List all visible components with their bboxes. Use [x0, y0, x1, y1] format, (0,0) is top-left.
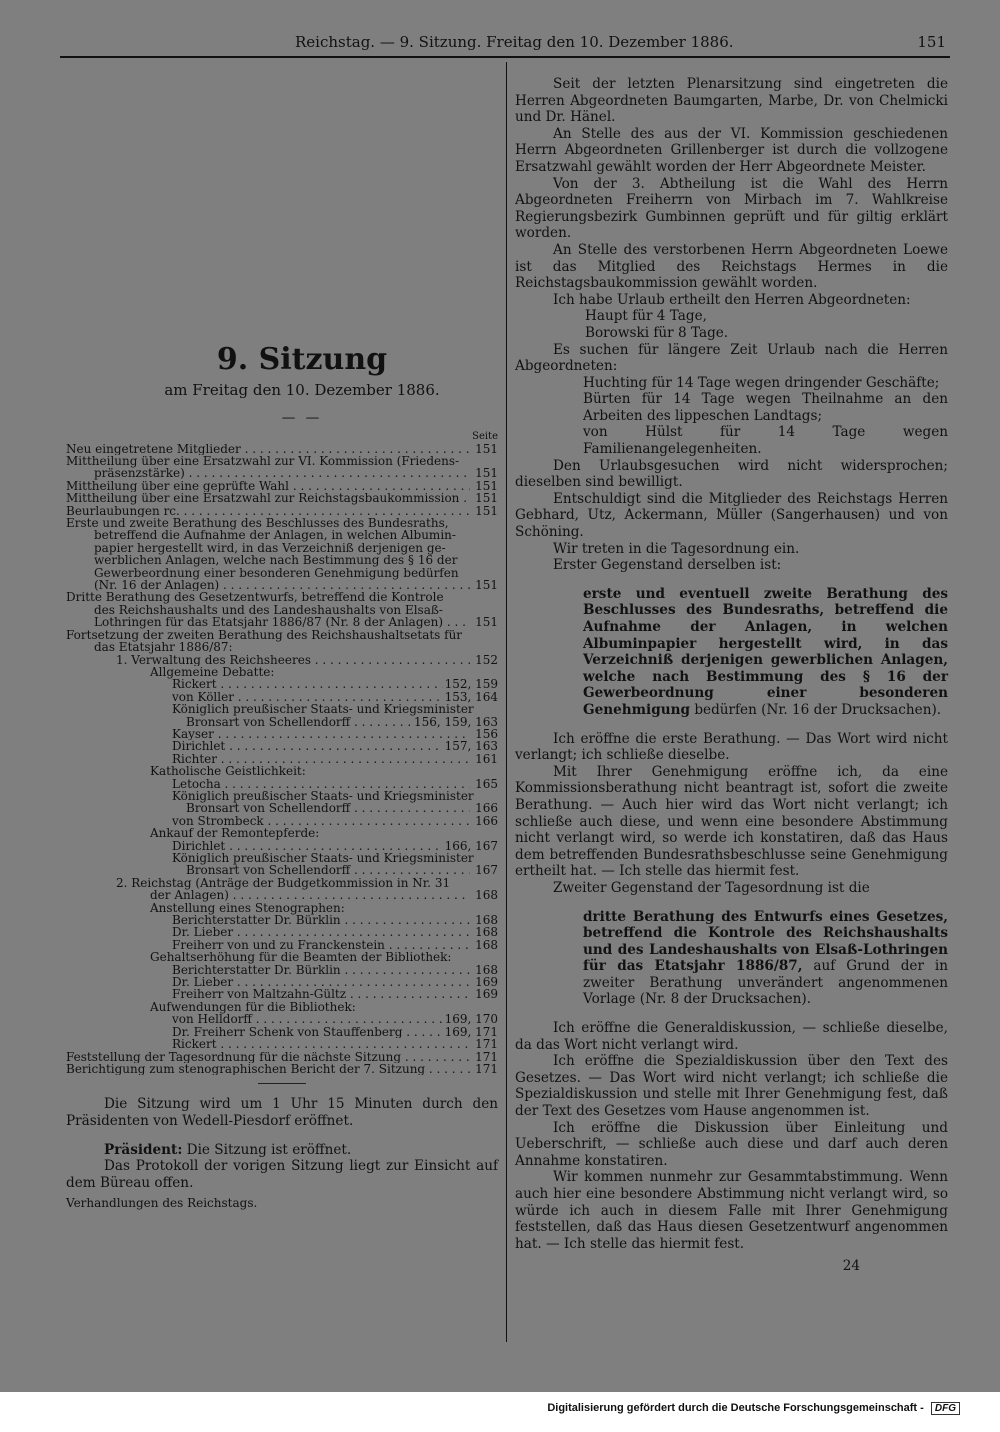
toc-row-page: 168	[475, 962, 498, 977]
toc-row	[66, 988, 498, 1000]
toc-row-page: 167	[475, 863, 498, 878]
para-erster-gegenstand: Erster Gegenstand derselben ist:	[553, 557, 782, 574]
para-baukommission: An Stelle des verstorbenen Herrn Abgeordneten Loewe ist das Mitglied des Reichstags Hermes in die Reichstagsbaukommission gewählt worden.	[515, 241, 948, 292]
toc-row-page: 168	[475, 925, 498, 940]
toc-row-text: Gehaltserhöhung für die Beamten der Bibliothek:	[150, 950, 452, 965]
agenda-item-2	[515, 909, 948, 1009]
toc-row-page: 166, 167	[444, 838, 498, 853]
toc-row-text: Dr. Freiherr Schenk von Stauffenberg . . .	[172, 1026, 443, 1038]
urlaub-borowski: Borowski für 8 Tage.	[585, 324, 729, 341]
para-ersatzwahl: An Stelle des aus der VI. Kommission geschiedenen Herrn Abgeordneten Grillenberger ist durch die vollzogene Ersatzwahl gewählt worden der Herr Abgeordnete Meister.	[515, 125, 948, 175]
para-wahlpruefung: Von der 3. Abtheilung ist die Wahl des Herrn Abgeordneten Freiherrn von Mirbach im 7. Wahlkreise Regierungsbezirk Gumbinnen geprüft und für giltig erklärt worden.	[515, 175, 948, 242]
toc-row-text: Ankauf der Remontepferde:	[150, 826, 320, 841]
toc-row-page: 168	[475, 888, 498, 903]
toc-row-page: 157, 163	[444, 739, 498, 754]
column-divider	[506, 62, 507, 1342]
footer-credit	[547, 1402, 960, 1415]
toc-row-text: Dirichlet . . .	[172, 740, 443, 752]
toc-row	[66, 529, 498, 541]
urlaub-buerten: Bürten für 14 Tage wegen Theilnahme an den Arbeiten des lippeschen Landtags;	[583, 391, 948, 424]
toc-row	[66, 492, 498, 504]
toc-row-page: 151	[475, 615, 498, 630]
toc-row-text: Bronsart von Schellendorff . . .	[186, 716, 412, 728]
session-date: am Freitag den 10. Dezember 1886.	[164, 381, 440, 399]
toc-row	[66, 765, 498, 777]
toc-row-page: 156, 159, 163	[414, 714, 498, 729]
right-column	[515, 76, 948, 1275]
toc-row-text: Bronsart von Schellendorff . . .	[186, 802, 470, 814]
toc-row-page: 151	[475, 466, 498, 481]
header-title: Reichstag. — 9. Sitzung. Freitag den 10. Dezember 1886.	[295, 33, 734, 51]
agenda-item-2-title: dritte Berathung des Entwurfs eines Gesetzes, betreffend die Kontrole des Reichshaushalts und des Landeshaushalts von Elsaß-Lothringen für das Etatsjahr 1886/87,	[583, 908, 948, 975]
toc-row-page: 151	[475, 441, 498, 456]
header-rule	[60, 56, 950, 58]
toc-row-text: werblichen Anlagen, welche nach Bestimmung des § 16 der	[94, 553, 458, 568]
toc-row-text: von Köller . . .	[172, 691, 443, 703]
toc-row	[66, 616, 498, 628]
toc-row-text: Neu eingetretene Mitglieder . . .	[66, 443, 470, 455]
toc-row-text: des Reichshaushalts und des Landeshaushalts von Elsaß-	[94, 602, 443, 617]
toc-row	[66, 1026, 498, 1038]
para-generaldiskussion: Ich eröffne die Generaldiskussion, — schließe dieselbe, da das Wort nicht verlangt wird.	[515, 1020, 948, 1053]
toc-row-text: Gewerbeordnung einer besonderen Genehmigung bedürfen	[94, 565, 459, 580]
toc-row-text: betreffend die Aufnahme der Anlagen, in welchen Albumin-	[94, 528, 456, 543]
agenda-item-1-rest: bedürfen (Nr. 16 der Drucksachen).	[690, 701, 942, 718]
toc-row-text: papier hergestellt wird, in das Verzeichniß derjenigen ge-	[94, 540, 446, 555]
toc-row	[66, 480, 498, 492]
toc-seite-header: Seite	[472, 430, 498, 442]
toc-row-page: 151	[475, 503, 498, 518]
toc-row-page: 165	[475, 776, 498, 791]
toc-row	[66, 827, 498, 839]
toc-row-text: Anstellung eines Stenographen:	[150, 900, 345, 915]
toc-row-text: Aufwendungen für die Bibliothek:	[150, 999, 356, 1014]
toc-row-text: Bronsart von Schellendorff . . .	[186, 864, 470, 876]
toc-row	[66, 1038, 498, 1050]
toc-row-page: 171	[475, 1037, 498, 1052]
toc-row-page: 169	[475, 975, 498, 990]
toc-row-text: (Nr. 16 der Anlagen) . . .	[94, 579, 470, 591]
sheet-number: 24	[842, 1258, 860, 1275]
toc-row-page: 171	[475, 1049, 498, 1064]
toc-row	[66, 591, 498, 603]
toc-row-page: 171	[475, 1061, 498, 1076]
toc-row-text: Freiherr von und zu Franckenstein . . .	[172, 939, 470, 951]
header-page-number: 151	[917, 33, 946, 51]
toc-end-rule	[258, 1083, 306, 1084]
praesident-label: Präsident:	[104, 1141, 183, 1158]
toc-row-page: 166	[475, 801, 498, 816]
toc-row	[66, 678, 498, 690]
toc-row-text: Rickert . . .	[172, 678, 443, 690]
toc-row-text: Freiherr von Maltzahn-Gültz . . .	[172, 988, 470, 1000]
toc-row	[66, 951, 498, 963]
toc-row-text: Feststellung der Tagesordnung für die nächste Sitzung . . .	[66, 1051, 470, 1063]
toc-row	[66, 666, 498, 678]
toc-row	[66, 716, 498, 728]
toc-row-text: Mittheilung über eine geprüfte Wahl . . .	[66, 480, 470, 492]
dfg-logo: DFG	[931, 1402, 960, 1415]
para-einleitung: Ich eröffne die Diskussion über Einleitung und Ueberschrift, — schließe auch diese und darf auch deren Annahme konstatiren.	[515, 1119, 948, 1169]
praesident-text: Die Sitzung ist eröffnet.	[186, 1141, 352, 1158]
toc-row	[66, 926, 498, 938]
toc-row-text: Letocha . . .	[172, 778, 470, 790]
toc-row-text: Dirichlet . . .	[172, 840, 443, 852]
toc-row-text: Berichterstatter Dr. Bürklin . . .	[172, 914, 470, 926]
toc-row	[66, 567, 498, 579]
toc-row-text: 1. Verwaltung des Reichsheeres . . .	[116, 654, 470, 666]
toc-row-text: Rickert . . .	[172, 1038, 470, 1050]
toc-row	[66, 802, 498, 814]
toc-row	[66, 790, 498, 802]
toc-row-text: präsenzstärke) . . .	[94, 467, 470, 479]
toc-row	[66, 654, 498, 666]
toc-row-page: 152, 159	[444, 677, 498, 692]
toc-row-text: Dr. Lieber . . .	[172, 976, 470, 988]
toc-row-text: von Strombeck . . .	[172, 815, 470, 827]
toc-row-text: der Anlagen) . . .	[150, 889, 470, 901]
toc-row-text: Berichtigung zum stenographischen Bericht der 7. Sitzung . . .	[66, 1063, 470, 1075]
running-header	[60, 31, 950, 53]
toc-row-page: 168	[475, 937, 498, 952]
toc-row-page: 151	[475, 478, 498, 493]
toc-row-page: 153, 164	[444, 689, 498, 704]
table-of-contents	[66, 443, 498, 1076]
para-tagesordnung: Wir treten in die Tagesordnung ein.	[553, 540, 800, 557]
urlaub-huchting: Huchting für 14 Tage wegen dringender Geschäfte;	[583, 374, 940, 391]
para-spezialdiskussion: Ich eröffne die Spezialdiskussion über den Text des Gesetzes. — Das Wort wird nicht verlangt; ich schließe die Spezialdiskussion und stelle mit Ihrer Genehmigung fest, daß der Text des Gesetzes vom Hause angenommen ist.	[515, 1053, 948, 1120]
toc-row-text: Mittheilung über eine Ersatzwahl zur Reichstagsbaukommission . . .	[66, 492, 470, 504]
toc-row-text: Königlich preußischer Staats- und Kriegsminister	[172, 788, 474, 803]
toc-row-text: Lothringen für das Etatsjahr 1886/87 (Nr. 8 der Anlagen) . . .	[94, 616, 470, 628]
para-gesammtabstimmung: Wir kommen nunmehr zur Gesammtabstimmung. Wenn auch hier eine besondere Abstimmung nicht verlangt wird, so würde ich auch in diesem Falle mit Ihrer Genehmigung feststellen, daß das Haus diesen Gesetzentwurf angenommen hat. — Ich stelle das hiermit fest.	[515, 1169, 948, 1252]
agenda-item-1-title: erste und eventuell zweite Berathung des Beschlusses des Bundesraths, betreffend die Aufnahme der Anlagen, in welchen Albuminpapier hergestellt wird, in das Verzeichniß derjenigen gewerblichen Anlagen, welche nach Bestimmung des § 16 der Gewerbeordnung einer besonderen Genehmigung	[583, 585, 948, 718]
toc-row	[66, 1051, 498, 1063]
toc-row	[66, 604, 498, 616]
toc-row-text: Katholische Geistlichkeit:	[150, 764, 306, 779]
footer-bar	[0, 1392, 1000, 1432]
toc-row	[66, 902, 498, 914]
toc-row	[66, 728, 498, 740]
toc-row	[66, 455, 498, 467]
toc-row-text: 2. Reichstag (Anträge der Budgetkommission in Nr. 31	[116, 875, 451, 890]
para-bewilligt: Den Urlaubsgesuchen wird nicht widersprochen; dieselben sind bewilligt.	[515, 457, 948, 491]
publication-signature: Verhandlungen des Reichstags.	[66, 1196, 258, 1211]
urlaub-huelst: von Hülst für 14 Tage wegen Familienangelegenheiten.	[583, 424, 948, 458]
toc-row-page: 166	[475, 813, 498, 828]
left-column	[66, 340, 498, 1212]
toc-row	[66, 964, 498, 976]
toc-row	[66, 889, 498, 901]
toc-row-page: 168	[475, 913, 498, 928]
toc-row	[66, 976, 498, 988]
toc-row-text: von Helldorff . . .	[172, 1013, 443, 1025]
opening-paragraph: Die Sitzung wird um 1 Uhr 15 Minuten durch den Präsidenten von Wedell-Piesdorf eröffnet.	[66, 1096, 498, 1129]
para-erste-berathung: Ich eröffne die erste Berathung. — Das Wort wird nicht verlangt; ich schließe dieselbe.	[515, 730, 948, 764]
toc-row-text: Königlich preußischer Staats- und Kriegsminister	[172, 702, 474, 717]
toc-row-text: Dritte Berathung des Gesetzentwurfs, betreffend die Kontrole	[66, 590, 444, 605]
urlaub-haupt: Haupt für 4 Tage,	[585, 308, 707, 325]
toc-row	[66, 554, 498, 566]
toc-row-page: 161	[475, 751, 498, 766]
toc-row	[66, 852, 498, 864]
toc-row	[66, 641, 498, 653]
protokoll-paragraph: Das Protokoll der vorigen Sitzung liegt zur Einsicht auf dem Büreau offen.	[66, 1158, 498, 1191]
para-urlaub-gesuche: Es suchen für längere Zeit Urlaub nach die Herren Abgeordneten:	[515, 341, 948, 375]
toc-row-text: Königlich preußischer Staats- und Kriegsminister	[172, 851, 474, 865]
para-zweite-berathung: Mit Ihrer Genehmigung eröffne ich, da eine Kommissionsberathung nicht beantragt ist, sofort die zweite Berathung. — Auch hier wird das Wort nicht verlangt; ich schließe auch diese, und wenn eine besondere Abstimmung nicht verlangt wird, so werde ich konstatiren, daß das Haus dem betreffenden Bundesrathsbeschlusse seine Genehmigung ertheilt hat. — Ich stelle das hiermit fest.	[515, 763, 948, 880]
toc-row-page: 151	[475, 578, 498, 593]
toc-row	[66, 467, 498, 479]
toc-row-page: 152	[475, 652, 498, 667]
toc-row	[66, 1001, 498, 1013]
toc-row-page: 169, 170	[444, 1012, 498, 1027]
toc-row-text: Allgemeine Debatte:	[150, 664, 275, 679]
toc-row-text: Berichterstatter Dr. Bürklin . . .	[172, 964, 470, 976]
para-entschuldigt: Entschuldigt sind die Mitglieder des Reichstags Herren Gebhard, Utz, Ackermann, Müller (Sangerhausen) und von Schöning.	[515, 490, 948, 541]
para-new-members: Seit der letzten Plenarsitzung sind eingetreten die Herren Abgeordneten Baumgarten, Marbe, Dr. von Chelmicki und Dr. Hänel.	[515, 76, 948, 126]
para-urlaub-intro: Ich habe Urlaub ertheilt den Herren Abgeordneten:	[553, 291, 911, 308]
toc-row	[66, 914, 498, 926]
toc-row	[66, 703, 498, 715]
toc-row-page: 169, 171	[444, 1024, 498, 1039]
toc-row-page: 169	[475, 987, 498, 1002]
agenda-item-2-rest: auf Grund der in zweiter Berathung unverändert angenommenen Vorlage (Nr. 8 der Drucksachen).	[583, 958, 948, 1008]
toc-row-text: Fortsetzung der zweiten Berathung des Reichshaushaltsetats für	[66, 627, 463, 642]
toc-row-page: 156	[475, 726, 498, 741]
session-title: 9. Sitzung	[216, 342, 388, 377]
toc-row	[66, 1013, 498, 1025]
title-separator: — —	[281, 410, 323, 426]
toc-row-text: das Etatsjahr 1886/87:	[94, 640, 233, 655]
para-zweiter-gegenstand: Zweiter Gegenstand der Tagesordnung ist die	[553, 879, 870, 896]
toc-row-page: 151	[475, 491, 498, 506]
toc-row-text: Mittheilung über eine Ersatzwahl zur VI. Kommission (Friedens-	[66, 454, 460, 468]
agenda-item-1	[515, 586, 948, 719]
toc-row-text: Richter . . .	[172, 753, 470, 765]
toc-row	[66, 740, 498, 752]
toc-row-text: Kayser . . .	[172, 728, 470, 740]
praesident-paragraph	[66, 1142, 498, 1159]
toc-row-text: Erste und zweite Berathung des Beschlusses des Bundesraths,	[66, 516, 449, 531]
footer-credit-text: Digitalisierung gefördert durch die Deutsche Forschungsgemeinschaft -	[547, 1402, 924, 1414]
toc-row-text: Beurlaubungen rc. . . .	[66, 505, 470, 517]
toc-row	[66, 864, 498, 876]
toc-row	[66, 1063, 498, 1075]
toc-row-text: Dr. Lieber . . .	[172, 926, 470, 938]
toc-row	[66, 877, 498, 889]
